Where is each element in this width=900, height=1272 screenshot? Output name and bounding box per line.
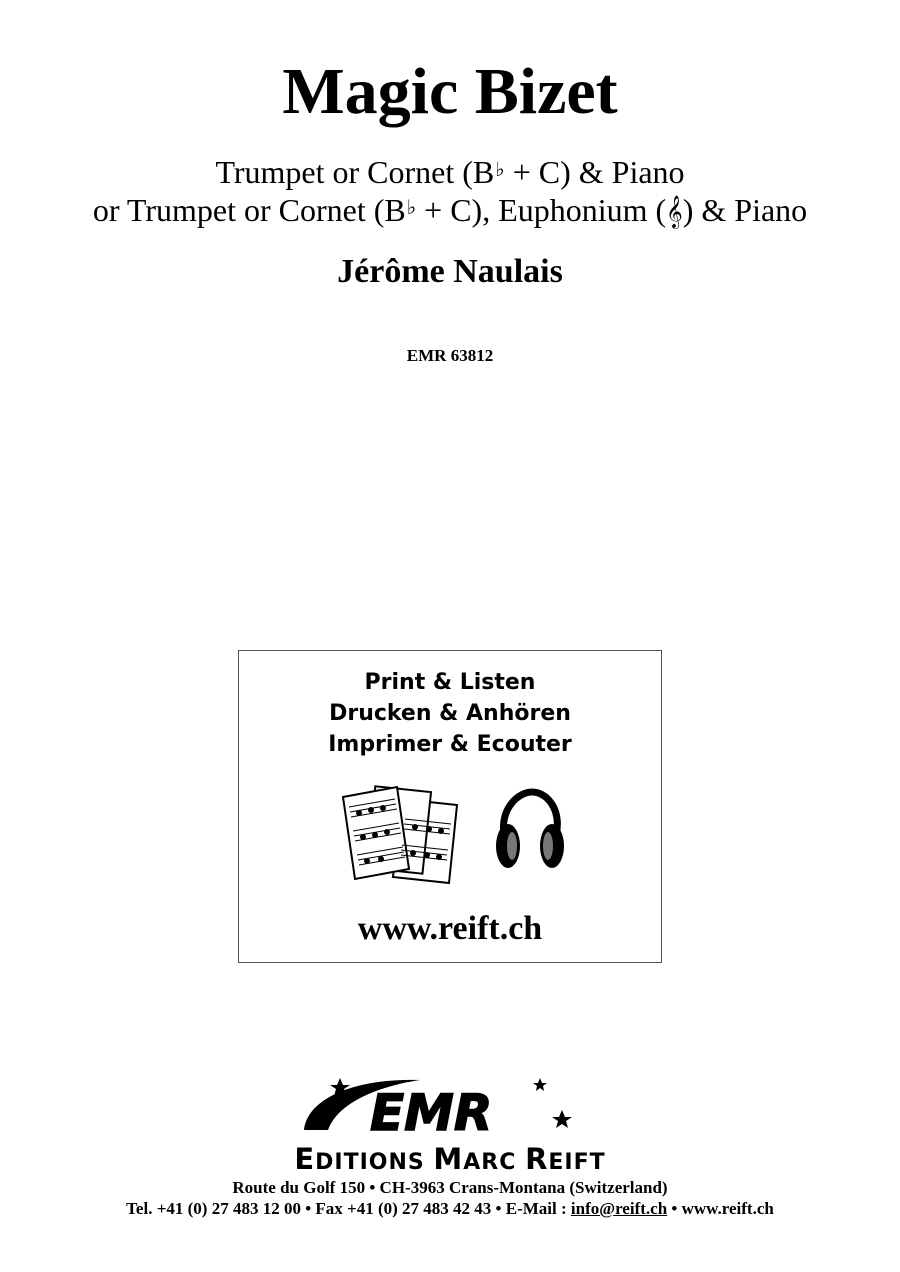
website-url: www.reift.ch — [357, 910, 543, 947]
instrumentation-text: + C) & Piano — [504, 154, 685, 190]
composer-name: Jérôme Naulais — [337, 253, 563, 290]
instrumentation-text: or Trumpet or Cornet (B — [92, 192, 406, 228]
instrumentation-line-1 — [0, 152, 900, 192]
instrumentation-line-2 — [0, 190, 900, 232]
publisher-contact — [0, 1198, 900, 1220]
instrumentation-text: + C), Euphonium ( — [416, 192, 667, 228]
print-listen-box — [238, 650, 662, 963]
publisher-name — [0, 1142, 900, 1180]
publisher-word: DITIONS — [315, 1150, 434, 1175]
contact-phone-fax: Tel. +41 (0) 27 483 12 00 • Fax +41 (0) 27 483 42 43 • E-Mail : — [126, 1199, 571, 1218]
promo-line-english: Print & Listen — [364, 670, 536, 695]
contact-website: • www.reift.ch — [667, 1199, 774, 1218]
flat-sign: ♭ — [406, 197, 417, 219]
instrumentation-text: Trumpet or Cornet (B — [215, 154, 495, 190]
publisher-address: Route du Golf 150 • CH-3963 Crans-Montana (Switzerland) — [232, 1178, 668, 1197]
email-link[interactable]: info@reift.ch — [570, 1199, 668, 1218]
treble-clef-icon: 𝄞 — [666, 195, 683, 228]
flat-sign: ♭ — [495, 159, 505, 181]
emr-logo — [300, 1072, 585, 1140]
logo-text: EMR — [370, 1084, 493, 1140]
promo-line-german: Drucken & Anhören — [329, 701, 571, 726]
publisher-initial: E — [294, 1142, 316, 1176]
catalog-number: EMR 63812 — [406, 346, 494, 365]
headphones-icon — [494, 786, 566, 876]
publisher-initial: R — [525, 1142, 549, 1176]
publisher-word: EIFT — [548, 1150, 606, 1175]
sheet-music-icon — [339, 779, 469, 889]
publisher-word: ARC — [463, 1150, 526, 1175]
instrumentation-text: ) & Piano — [682, 192, 808, 228]
promo-line-french: Imprimer & Ecouter — [328, 732, 572, 757]
page-title: Magic Bizet — [282, 55, 618, 128]
publisher-initial: M — [433, 1142, 464, 1176]
